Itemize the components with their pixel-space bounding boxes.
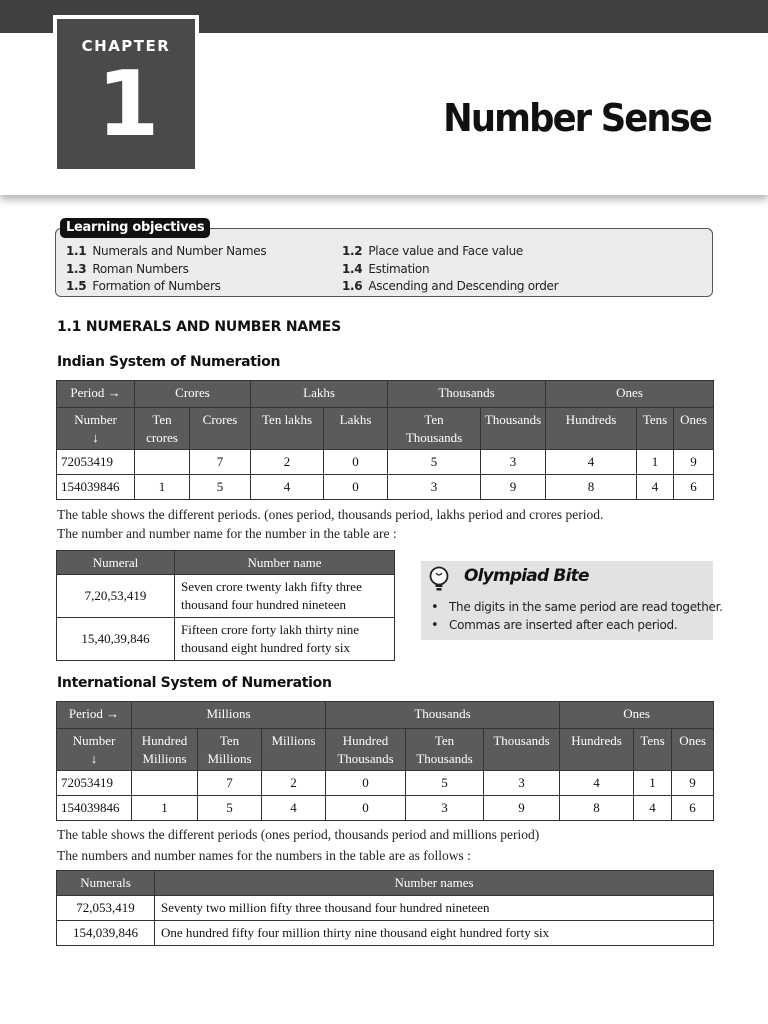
numerals-header: Numerals <box>57 871 155 896</box>
place-line1: Ten lakhs <box>262 412 313 427</box>
objective-number: 1.3 <box>66 262 87 276</box>
table-row <box>57 475 714 500</box>
place-line1: Ones <box>679 733 706 748</box>
table-cell: 154039846 <box>57 796 132 821</box>
objective-text: Formation of Numbers <box>92 279 221 293</box>
table-row <box>57 575 395 618</box>
place-line1: Hundred <box>141 733 188 748</box>
objective-number: 1.1 <box>66 244 87 258</box>
list-item: • Commas are inserted after each period. <box>431 618 723 633</box>
table-cell: 72053419 <box>57 771 132 796</box>
table-cell: 0 <box>324 450 388 475</box>
table-cell: 5 <box>406 771 484 796</box>
table-cell: 8 <box>546 475 637 500</box>
place-header <box>481 408 546 450</box>
place-header <box>388 408 481 450</box>
chapter-title: Number Sense <box>443 96 711 140</box>
number-name-cell: Seventy two million fifty three thousand four hundred nineteen <box>155 896 714 921</box>
place-header <box>326 729 406 771</box>
olympiad-bite-list <box>431 600 723 636</box>
table-cell: 4 <box>251 475 324 500</box>
list-item: • The digits in the same period are read together. <box>431 600 723 615</box>
table-cell: 9 <box>481 475 546 500</box>
international-paragraph-2: The numbers and number names for the numbers in the table are as follows : <box>57 848 471 863</box>
place-line1: Millions <box>271 733 316 748</box>
place-header <box>674 408 714 450</box>
numeral-cell: 7,20,53,419 <box>57 575 175 618</box>
numeral-cell: 15,40,39,846 <box>57 618 175 661</box>
table-cell: 5 <box>190 475 251 500</box>
objective-item <box>66 262 189 276</box>
number-header <box>57 408 135 450</box>
objective-item <box>342 279 558 293</box>
table-cell: 1 <box>634 771 672 796</box>
period-header: Period → <box>57 381 135 408</box>
international-number-names-table <box>56 870 714 946</box>
place-line1: Tens <box>640 733 665 748</box>
down-arrow-icon: ↓ <box>92 430 99 445</box>
table-cell: 7 <box>198 771 262 796</box>
objective-number: 1.6 <box>342 279 363 293</box>
table-cell: 4 <box>634 796 672 821</box>
place-line2: Thousands <box>405 430 463 445</box>
number-name-line2: thousand eight hundred forty six <box>181 640 350 655</box>
place-header <box>406 729 484 771</box>
place-header <box>637 408 674 450</box>
objective-item <box>66 279 221 293</box>
place-line2: crores <box>146 430 178 445</box>
indian-system-heading: Indian System of Numeration <box>57 354 281 370</box>
table-cell: 9 <box>484 796 560 821</box>
period-ones: Ones <box>546 381 714 408</box>
international-place-value-table <box>56 701 714 821</box>
place-header <box>634 729 672 771</box>
place-line2: Thousands <box>416 751 473 766</box>
place-line1: Lakhs <box>339 412 372 427</box>
objective-text: Estimation <box>368 262 430 276</box>
period-thousands: Thousands <box>388 381 546 408</box>
period-header: Period → <box>57 702 132 729</box>
objective-number: 1.5 <box>66 279 87 293</box>
table-row <box>57 796 714 821</box>
table-cell: 0 <box>326 771 406 796</box>
objective-item <box>342 244 523 258</box>
place-header <box>484 729 560 771</box>
chapter-label: CHAPTER <box>81 37 171 55</box>
table-cell: 3 <box>481 450 546 475</box>
table-cell: 3 <box>484 771 560 796</box>
down-arrow-icon: ↓ <box>90 751 98 766</box>
place-line1: Crores <box>202 412 238 427</box>
table-cell: 9 <box>674 450 714 475</box>
international-system-heading: International System of Numeration <box>57 675 332 691</box>
place-header <box>324 408 388 450</box>
table-row <box>57 450 714 475</box>
number-label: Number <box>72 733 116 748</box>
table-cell: 7 <box>190 450 251 475</box>
place-header <box>132 729 198 771</box>
number-label: Number <box>74 412 117 427</box>
number-name-line1: Seven crore twenty lakh fifty three <box>181 579 362 594</box>
place-header <box>672 729 714 771</box>
olympiad-bite-title: Olympiad Bite <box>464 566 589 586</box>
place-header <box>262 729 326 771</box>
place-header <box>546 408 637 450</box>
table-cell: 2 <box>251 450 324 475</box>
table-cell: 0 <box>324 475 388 500</box>
place-line2: Thousands <box>337 751 394 766</box>
objective-text: Numerals and Number Names <box>92 244 267 258</box>
place-header <box>198 729 262 771</box>
number-name-cell: One hundred fifty four million thirty nine thousand eight hundred forty six <box>155 921 714 946</box>
place-line1: Thousands <box>484 412 542 427</box>
objective-item <box>342 262 429 276</box>
period-crores: Crores <box>135 381 251 408</box>
number-name-line1: Fifteen crore forty lakh thirty nine <box>181 622 359 637</box>
period-lakhs: Lakhs <box>251 381 388 408</box>
indian-paragraph-1: The table shows the different periods. (ones period, thousands period, lakhs period and crores period. <box>57 507 604 522</box>
table-cell <box>135 450 190 475</box>
place-line2: Millions <box>142 751 187 766</box>
number-name-cell <box>175 575 395 618</box>
indian-paragraph-2: The number and number name for the number in the table are : <box>57 526 397 541</box>
objective-text: Place value and Face value <box>368 244 523 258</box>
place-line1: Ones <box>680 412 707 427</box>
period-thousands: Thousands <box>326 702 560 729</box>
period-ones: Ones <box>560 702 714 729</box>
table-cell: 9 <box>672 771 714 796</box>
place-line2: Millions <box>207 751 252 766</box>
place-header <box>190 408 251 450</box>
table-cell <box>132 771 198 796</box>
table-cell: 5 <box>388 450 481 475</box>
chapter-number: 1 <box>96 52 156 157</box>
objective-text: Roman Numbers <box>92 262 189 276</box>
table-cell: 0 <box>326 796 406 821</box>
indian-place-value-table <box>56 380 714 500</box>
table-cell: 3 <box>406 796 484 821</box>
international-paragraph-1: The table shows the different periods (ones period, thousands period and millions period) <box>57 827 540 842</box>
place-line1: Hundred <box>342 733 389 748</box>
number-name-cell <box>175 618 395 661</box>
place-line1: Ten <box>424 412 444 427</box>
table-cell: 4 <box>546 450 637 475</box>
table-cell: 8 <box>560 796 634 821</box>
learning-objectives-label: Learning objectives <box>60 218 210 238</box>
place-header <box>560 729 634 771</box>
place-line1: Ten <box>434 733 455 748</box>
table-cell: 1 <box>132 796 198 821</box>
table-row <box>57 618 395 661</box>
table-cell: 1 <box>135 475 190 500</box>
place-header <box>135 408 190 450</box>
numeral-header: Numeral <box>57 551 175 575</box>
objective-text: Ascending and Descending order <box>368 279 559 293</box>
table-cell: 72053419 <box>57 450 135 475</box>
table-row <box>57 771 714 796</box>
number-name-line2: thousand four hundred nineteen <box>181 597 346 612</box>
lightbulb-icon <box>427 565 451 593</box>
objective-number: 1.4 <box>342 262 363 276</box>
numeral-cell: 72,053,419 <box>57 896 155 921</box>
place-line1: Hundreds <box>565 412 617 427</box>
table-row <box>57 896 714 921</box>
olympiad-bite-box <box>421 561 723 640</box>
number-names-header: Number names <box>155 871 714 896</box>
place-line1: Tens <box>642 412 668 427</box>
table-cell: 154039846 <box>57 475 135 500</box>
number-name-header: Number name <box>175 551 395 575</box>
table-cell: 4 <box>560 771 634 796</box>
section-heading: 1.1 NUMERALS AND NUMBER NAMES <box>57 319 342 335</box>
table-cell: 2 <box>262 771 326 796</box>
place-header <box>251 408 324 450</box>
table-cell: 5 <box>198 796 262 821</box>
table-row <box>57 921 714 946</box>
number-header <box>57 729 132 771</box>
period-millions: Millions <box>132 702 326 729</box>
table-cell: 1 <box>637 450 674 475</box>
place-line1: Hundreds <box>571 733 622 748</box>
numeral-cell: 154,039,846 <box>57 921 155 946</box>
objective-number: 1.2 <box>342 244 363 258</box>
table-cell: 4 <box>637 475 674 500</box>
place-line1: Ten <box>219 733 240 748</box>
table-cell: 3 <box>388 475 481 500</box>
chapter-badge <box>53 15 199 173</box>
chapter-badge-inner <box>57 19 195 169</box>
indian-number-names-table <box>56 550 395 661</box>
table-cell: 6 <box>674 475 714 500</box>
objective-item <box>66 244 266 258</box>
table-cell: 6 <box>672 796 714 821</box>
place-line1: Ten <box>152 412 172 427</box>
place-line1: Thousands <box>493 733 550 748</box>
table-cell: 4 <box>262 796 326 821</box>
